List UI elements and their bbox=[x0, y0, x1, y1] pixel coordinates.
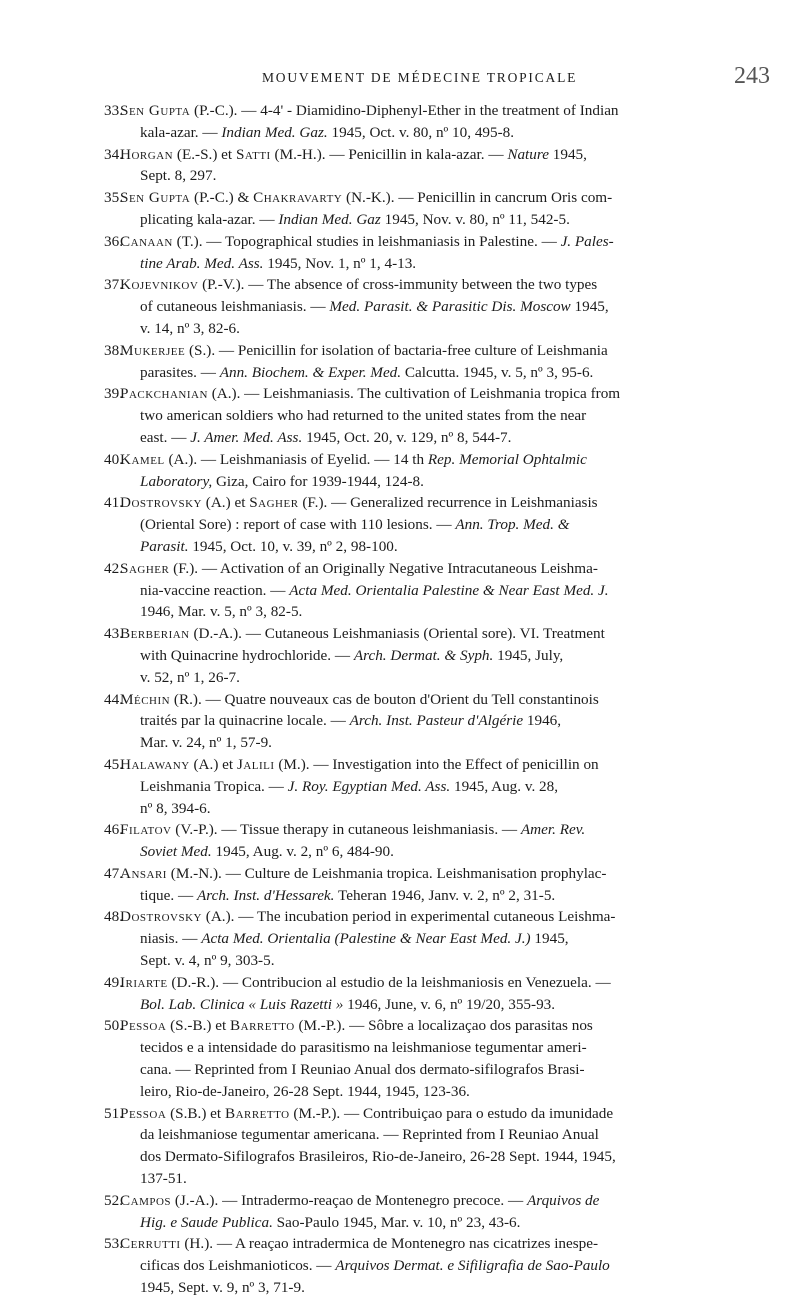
reference-number: 41. bbox=[104, 494, 123, 512]
reference-text: v. 52, nº 1, 26-7. bbox=[140, 668, 240, 686]
reference-line bbox=[120, 1233, 760, 1255]
journal-title: Arch. Dermat. & Syph. bbox=[353, 646, 494, 664]
reference-text: 1945, Aug. v. 2, nº 6, 484-90. bbox=[211, 843, 394, 861]
reference-line bbox=[120, 689, 760, 711]
reference-line bbox=[120, 274, 760, 296]
reference-text: (D.-R.). — Contribucion al estudio de la leishmaniosis en Venezuela. — bbox=[167, 973, 611, 991]
reference-line bbox=[140, 1081, 760, 1103]
author-name: Sagher bbox=[249, 494, 299, 512]
reference-line bbox=[140, 885, 760, 907]
reference-line bbox=[120, 492, 760, 514]
reference-line bbox=[140, 1059, 760, 1081]
reference-text: Teheran 1946, Janv. v. 2, nº 2, 31-5. bbox=[334, 886, 556, 904]
reference-text: 1945, Nov. v. 80, nº 11, 542-5. bbox=[380, 210, 570, 228]
reference-text: Mar. v. 24, nº 1, 57-9. bbox=[140, 734, 272, 752]
reference-entry bbox=[0, 274, 800, 339]
reference-number: 35. bbox=[104, 189, 123, 207]
author-name: Chakravarty bbox=[253, 189, 343, 207]
reference-number: 47. bbox=[104, 864, 123, 882]
reference-text: parasites. — bbox=[140, 363, 220, 381]
reference-text: of cutaneous leishmaniasis. — bbox=[140, 298, 330, 316]
reference-entry bbox=[0, 1103, 800, 1190]
reference-line bbox=[120, 558, 760, 580]
reference-entry bbox=[0, 754, 800, 819]
reference-entry bbox=[0, 340, 800, 384]
journal-title: Acta Med. Orientalia (Palestine & Near East Med. J.) bbox=[201, 930, 531, 948]
journal-title: J. Pales- bbox=[560, 232, 614, 250]
reference-entry bbox=[0, 623, 800, 688]
journal-title: Arquivos Dermat. e Sifiligrafia de Sao-Paulo bbox=[335, 1257, 610, 1275]
journal-title: J. Roy. Egyptian Med. Ass. bbox=[287, 777, 451, 795]
reference-entry bbox=[0, 100, 800, 144]
reference-entry bbox=[0, 383, 800, 448]
reference-text: Sept. v. 4, nº 9, 303-5. bbox=[140, 952, 275, 970]
journal-title: Arquivos de bbox=[526, 1191, 600, 1209]
journal-title: Hig. e Saude Publica. bbox=[140, 1213, 273, 1231]
journal-title: Soviet Med. bbox=[140, 843, 212, 861]
reference-text: niasis. — bbox=[140, 930, 202, 948]
reference-text: two american soldiers who had returned to the united states from the near bbox=[140, 407, 587, 425]
reference-text: 1945, bbox=[548, 145, 587, 163]
author-name: Dostrovsky bbox=[120, 494, 202, 512]
reference-text: tecidos e a intensidade do parasitismo na leishmaniose tegumentar ameri- bbox=[140, 1039, 587, 1057]
reference-entry bbox=[0, 689, 800, 754]
reference-number: 33. bbox=[104, 102, 123, 119]
reference-entry bbox=[0, 906, 800, 971]
reference-text: (A.). — The incubation period in experimental cutaneous Leishma- bbox=[201, 908, 616, 926]
reference-text: with Quinacrine hydrochloride. — bbox=[140, 646, 354, 664]
reference-text: Leishmania Tropica. — bbox=[140, 777, 288, 795]
author-name: Campos bbox=[120, 1191, 172, 1209]
reference-text: (A.). — Leishmaniasis of Eyelid. — 14 th bbox=[164, 450, 428, 468]
reference-text: (D.-A.). — Cutaneous Leishmaniasis (Oriental sore). VI. Treatment bbox=[189, 625, 605, 643]
reference-text: 1945, Oct. 10, v. 39, nº 2, 98-100. bbox=[188, 537, 398, 555]
reference-text: (N.-K.). — Penicillin in cancrum Oris com- bbox=[342, 189, 613, 207]
reference-text: (S.). — Penicillin for isolation of bactaria-free culture of Leishmania bbox=[185, 341, 608, 359]
reference-line bbox=[140, 667, 760, 689]
reference-line bbox=[120, 1190, 760, 1212]
reference-line bbox=[140, 362, 760, 384]
journal-title: Ann. Biochem. & Exper. Med. bbox=[219, 363, 402, 381]
author-name: Berberian bbox=[120, 625, 190, 643]
reference-line bbox=[140, 928, 760, 950]
journal-title: Laboratory, bbox=[140, 472, 213, 490]
journal-title: Amer. Rev. bbox=[520, 821, 586, 839]
journal-title: tine Arab. Med. Ass. bbox=[140, 254, 264, 272]
reference-entry bbox=[0, 972, 800, 1016]
author-name: Sen Gupta bbox=[120, 102, 191, 119]
reference-text: (H.). — A reaçao intradermica de Montenegro nas cicatrizes inespe- bbox=[180, 1235, 599, 1253]
reference-entry bbox=[0, 558, 800, 623]
reference-entry bbox=[0, 863, 800, 907]
reference-text: 1946, June, v. 6, nº 19/20, 355-93. bbox=[343, 995, 556, 1013]
running-title: MOUVEMENT DE MÉDECINE TROPICALE bbox=[262, 70, 578, 85]
reference-text: (P.-C.). — 4-4' - Diamidino-Diphenyl-Ether in the treatment of Indian bbox=[190, 102, 619, 119]
reference-text: (J.-A.). — Intradermo-reaçao de Montenegro precoce. — bbox=[171, 1191, 527, 1209]
author-name: Iriarte bbox=[120, 973, 168, 991]
reference-text: (A.) et bbox=[201, 494, 250, 512]
reference-text: 137-51. bbox=[140, 1170, 187, 1188]
reference-text: tique. — bbox=[140, 886, 197, 904]
reference-text: (M.-P.). — Contribuiçao para o estudo da imunidade bbox=[289, 1104, 614, 1122]
reference-line bbox=[140, 776, 760, 798]
reference-entry bbox=[0, 449, 800, 493]
reference-line bbox=[120, 340, 760, 362]
reference-entry bbox=[0, 187, 800, 231]
author-name: Kojevnikov bbox=[120, 276, 199, 294]
reference-number: 53. bbox=[104, 1235, 123, 1253]
reference-text: (A.). — Leishmaniasis. The cultivation of Leishmania tropica from bbox=[207, 385, 621, 403]
reference-line bbox=[140, 601, 760, 623]
journal-title: J. Amer. Med. Ass. bbox=[190, 428, 303, 446]
reference-number: 51. bbox=[104, 1104, 123, 1122]
reference-line bbox=[140, 841, 760, 863]
journal-title: Indian Med. Gaz. bbox=[221, 123, 328, 141]
reference-text: (M.-P.). — Sôbre a localizaçao dos parasitas nos bbox=[294, 1017, 593, 1035]
reference-line bbox=[140, 122, 760, 144]
reference-text: (R.). — Quatre nouveaux cas de bouton d'Orient du Tell constantinois bbox=[170, 690, 599, 708]
reference-line bbox=[140, 1124, 760, 1146]
reference-entry bbox=[0, 492, 800, 557]
reference-text: traités par la quinacrine locale. — bbox=[140, 712, 350, 730]
reference-text: 1945, bbox=[570, 298, 609, 316]
reference-number: 50. bbox=[104, 1017, 123, 1035]
reference-line bbox=[140, 165, 760, 187]
reference-text: Giza, Cairo for 1939-1944, 124-8. bbox=[212, 472, 424, 490]
reference-line bbox=[140, 471, 760, 493]
reference-line bbox=[120, 144, 760, 166]
reference-text: (E.-S.) et bbox=[173, 145, 236, 163]
reference-number: 39. bbox=[104, 385, 123, 403]
reference-text: (V.-P.). — Tissue therapy in cutaneous leishmaniasis. — bbox=[171, 821, 521, 839]
reference-number: 44. bbox=[104, 690, 123, 708]
journal-title: Parasit. bbox=[140, 537, 189, 555]
reference-line bbox=[120, 819, 760, 841]
author-name: Dostrovsky bbox=[120, 908, 202, 926]
reference-line bbox=[120, 1103, 760, 1125]
reference-line bbox=[120, 1015, 760, 1037]
reference-line bbox=[140, 994, 760, 1016]
author-name: Méchin bbox=[120, 690, 171, 708]
author-name: Packchanian bbox=[120, 385, 208, 403]
reference-text: (A.) et bbox=[189, 755, 237, 773]
author-name: Mukerjee bbox=[120, 341, 186, 359]
journal-title: Indian Med. Gaz bbox=[278, 210, 381, 228]
reference-text: (S.B.) et bbox=[166, 1104, 225, 1122]
reference-line bbox=[120, 863, 760, 885]
running-header bbox=[0, 63, 800, 98]
reference-number: 48. bbox=[104, 908, 123, 926]
reference-number: 42. bbox=[104, 559, 123, 577]
journal-title: Arch. Inst. d'Hessarek. bbox=[196, 886, 335, 904]
journal-title: Nature bbox=[507, 145, 549, 163]
reference-text: Sept. 8, 297. bbox=[140, 167, 217, 185]
author-name: Barretto bbox=[230, 1017, 295, 1035]
reference-line bbox=[140, 253, 760, 275]
reference-line bbox=[140, 950, 760, 972]
journal-title: Acta Med. Orientalia Palestine & Near East Med. J. bbox=[289, 581, 609, 599]
reference-number: 40. bbox=[104, 450, 123, 468]
author-name: Sagher bbox=[120, 559, 170, 577]
reference-number: 34. bbox=[104, 145, 123, 163]
reference-line bbox=[140, 1146, 760, 1168]
journal-title: Rep. Memorial Ophtalmic bbox=[427, 450, 587, 468]
reference-entry bbox=[0, 231, 800, 275]
reference-text: 1945, Aug. v. 28, bbox=[450, 777, 559, 795]
reference-text: v. 14, nº 3, 82-6. bbox=[140, 319, 240, 337]
reference-line bbox=[140, 580, 760, 602]
reference-line bbox=[140, 296, 760, 318]
reference-number: 46. bbox=[104, 821, 123, 839]
reference-text: (M.). — Investigation into the Effect of penicillin on bbox=[274, 755, 599, 773]
reference-text: leiro, Rio-de-Janeiro, 26-28 Sept. 1944, 1945, 123-36. bbox=[140, 1082, 470, 1100]
page-number: 243 bbox=[734, 63, 770, 89]
reference-line bbox=[140, 732, 760, 754]
author-name: Jalili bbox=[236, 755, 275, 773]
reference-line bbox=[140, 710, 760, 732]
reference-line bbox=[120, 906, 760, 928]
author-name: Ansari bbox=[120, 864, 167, 882]
journal-title: Ann. Trop. Med. & bbox=[455, 516, 570, 534]
reference-text: kala-azar. — bbox=[140, 123, 222, 141]
author-name: Horgan bbox=[120, 145, 174, 163]
author-name: Pessoa bbox=[120, 1104, 167, 1122]
reference-line bbox=[140, 1168, 760, 1190]
author-name: Filatov bbox=[120, 821, 172, 839]
author-name: Canaan bbox=[120, 232, 173, 250]
reference-line bbox=[120, 972, 760, 994]
reference-number: 37. bbox=[104, 276, 123, 294]
reference-line bbox=[140, 405, 760, 427]
reference-entry bbox=[0, 1190, 800, 1234]
reference-text: 1945, Oct. 20, v. 129, nº 8, 544-7. bbox=[302, 428, 512, 446]
reference-entry bbox=[0, 819, 800, 863]
reference-text: 1945, bbox=[530, 930, 569, 948]
author-name: Sen Gupta bbox=[120, 189, 191, 207]
reference-line bbox=[140, 209, 760, 231]
reference-line bbox=[140, 427, 760, 449]
reference-text: da leishmaniose tegumentar americana. — Reprinted from I Reuniao Anual bbox=[140, 1126, 599, 1144]
reference-text: dos Dermato-Sifilografos Brasileiros, Rio-de-Janeiro, 26-28 Sept. 1944, 1945, bbox=[140, 1148, 616, 1166]
reference-text: 1945, July, bbox=[493, 646, 564, 664]
author-name: Kamel bbox=[120, 450, 165, 468]
author-name: Halawany bbox=[120, 755, 190, 773]
reference-text: (S.-B.) et bbox=[166, 1017, 230, 1035]
author-name: Barretto bbox=[224, 1104, 290, 1122]
reference-text: (M.-H.). — Penicillin in kala-azar. — bbox=[270, 145, 508, 163]
reference-text: (F.). — Generalized recurrence in Leishmaniasis bbox=[298, 494, 598, 512]
reference-line bbox=[120, 449, 760, 471]
author-name: Cerrutti bbox=[120, 1235, 181, 1253]
journal-title: Med. Parasit. & Parasitic Dis. Moscow bbox=[329, 298, 571, 316]
reference-line bbox=[140, 798, 760, 820]
reference-line bbox=[120, 623, 760, 645]
reference-text: plicating kala-azar. — bbox=[140, 210, 279, 228]
reference-number: 36. bbox=[104, 232, 123, 250]
reference-text: nº 8, 394-6. bbox=[140, 799, 211, 817]
reference-line bbox=[140, 318, 760, 340]
reference-line bbox=[140, 1037, 760, 1059]
reference-entry bbox=[0, 1015, 800, 1102]
reference-text: (P.-V.). — The absence of cross-immunity between the two types bbox=[198, 276, 598, 294]
reference-text: 1945, Nov. 1, nº 1, 4-13. bbox=[263, 254, 417, 272]
reference-number: 52. bbox=[104, 1191, 123, 1209]
reference-text: (F.). — Activation of an Originally Negative Intracutaneous Leishma- bbox=[169, 559, 598, 577]
reference-line bbox=[140, 1255, 760, 1277]
reference-line bbox=[140, 1212, 760, 1234]
reference-text: (Oriental Sore) : report of case with 110 lesions. — bbox=[140, 516, 456, 534]
reference-number: 38. bbox=[104, 341, 123, 359]
reference-line bbox=[140, 514, 760, 536]
reference-text: 1945, Oct. v. 80, nº 10, 495-8. bbox=[327, 123, 515, 141]
reference-line bbox=[140, 536, 760, 558]
journal-title: Bol. Lab. Clinica « Luis Razetti » bbox=[140, 995, 344, 1013]
reference-line bbox=[120, 754, 760, 776]
reference-text: cana. — Reprinted from I Reuniao Anual dos dermato-sifilografos Brasi- bbox=[140, 1061, 585, 1079]
reference-line bbox=[120, 187, 760, 209]
reference-number: 43. bbox=[104, 625, 123, 643]
reference-line bbox=[120, 383, 760, 405]
journal-title: Arch. Inst. Pasteur d'Algérie bbox=[349, 712, 524, 730]
author-name: Pessoa bbox=[120, 1017, 167, 1035]
reference-text: (M.-N.). — Culture de Leishmania tropica. Leishmanisation prophylac- bbox=[166, 864, 607, 882]
reference-line bbox=[140, 645, 760, 667]
reference-list bbox=[0, 100, 800, 1299]
reference-entry bbox=[0, 144, 800, 188]
reference-entry bbox=[0, 1233, 800, 1298]
reference-text: nia-vaccine reaction. — bbox=[140, 581, 290, 599]
reference-number: 49. bbox=[104, 973, 123, 991]
reference-text: (P.-C.) & bbox=[190, 189, 254, 207]
reference-line bbox=[120, 100, 760, 122]
reference-line bbox=[120, 231, 760, 253]
reference-text: 1946, bbox=[523, 712, 562, 730]
reference-number: 45. bbox=[104, 755, 123, 773]
reference-text: Calcutta. 1945, v. 5, nº 3, 95-6. bbox=[401, 363, 594, 381]
reference-text: 1946, Mar. v. 5, nº 3, 82-5. bbox=[140, 603, 303, 621]
author-name: Satti bbox=[235, 145, 271, 163]
reference-text: Sao-Paulo 1945, Mar. v. 10, nº 23, 43-6. bbox=[272, 1213, 521, 1231]
reference-text: east. — bbox=[140, 428, 191, 446]
reference-text: (T.). — Topographical studies in leishmaniasis in Palestine. — bbox=[172, 232, 561, 250]
reference-text: 1945, Sept. v. 9, nº 3, 71-9. bbox=[140, 1279, 305, 1297]
reference-line bbox=[140, 1277, 760, 1299]
reference-text: cificas dos Leishmanioticos. — bbox=[140, 1257, 336, 1275]
